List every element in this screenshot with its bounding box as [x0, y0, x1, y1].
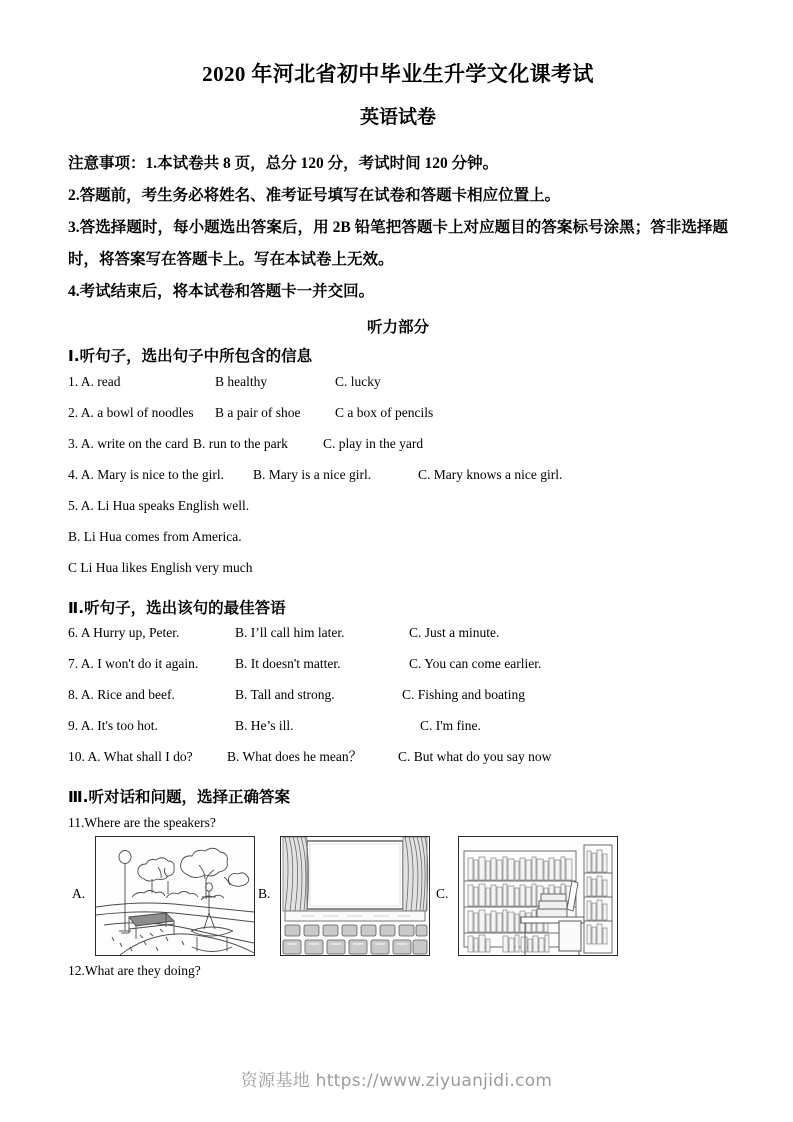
question-6-row	[68, 626, 728, 657]
question-10-option-c: C. But what do you say now	[398, 749, 552, 765]
question-5-option-c: C Li Hua likes English very much	[68, 559, 253, 575]
question-11-prompt: 11.Where are the speakers?	[68, 815, 216, 831]
question-6-option-b: B. I’ll call him later.	[235, 625, 345, 641]
section-three-heading: Ⅲ.听对话和问题，选择正确答案	[68, 788, 291, 807]
question-7-option-c: C. You can come earlier.	[409, 656, 542, 672]
listening-part-title: 听力部分	[366, 317, 429, 336]
notice-line-3: 3.答选择题时，每小题选出答案后，用 2B 铅笔把答题卡上对应题目的答案标号涂黑；答非选择题时，将答案写在答题卡上。写在本试卷上无效。	[68, 218, 728, 268]
picture-option-b-cinema[interactable]	[280, 836, 430, 956]
question-4-option-a: 4. A. Mary is nice to the girl.	[68, 466, 224, 482]
notice-block	[68, 148, 728, 308]
question-3-row	[68, 437, 728, 468]
picture-option-b-label: B.	[258, 885, 271, 901]
picture-option-a-park[interactable]	[95, 836, 255, 956]
site-watermark: 资源基地 https://www.ziyuanjidi.com	[240, 1071, 553, 1091]
notice-line-2: 2.答题前，考生务必将姓名、准考证号填写在试卷和答题卡相应位置上。	[68, 186, 561, 204]
question-6-option-a: 6. A Hurry up, Peter.	[68, 625, 180, 641]
question-10-option-a: 10. A. What shall I do?	[68, 749, 193, 765]
question-5-option-a: 5. A. Li Hua speaks English well.	[68, 497, 250, 513]
section-two-heading: Ⅱ.听句子，选出该句的最佳答语	[68, 598, 286, 617]
notice-line-1: 注意事项：1.本试卷共 8 页，总分 120 分，考试时间 120 分钟。	[68, 154, 499, 172]
page-title: 2020 年河北省初中毕业生升学文化课考试	[202, 62, 594, 86]
question-9-option-c: C. I'm fine.	[420, 718, 481, 734]
page-subtitle: 英语试卷	[359, 107, 436, 129]
question-8-row	[68, 688, 728, 719]
picture-option-c-label: C.	[436, 885, 449, 901]
question-12-prompt: 12.What are they doing?	[68, 962, 201, 978]
question-10-option-b: B. What does he mean？	[227, 749, 363, 765]
question-3-option-c: C. play in the yard	[323, 435, 424, 451]
picture-option-a-label: A.	[72, 885, 86, 901]
question-3-option-a: 3. A. write on the card	[68, 435, 189, 451]
picture-option-c-library[interactable]	[458, 836, 618, 956]
question-2-option-b: B a pair of shoe	[215, 404, 301, 420]
question-2-option-a: 2. A. a bowl of noodles	[68, 404, 194, 420]
question-10-row	[68, 750, 728, 781]
question-7-row	[68, 657, 728, 688]
question-4-option-c: C. Mary knows a nice girl.	[418, 466, 563, 482]
notice-line-4: 4.考试结束后，将本试卷和答题卡一并交回。	[68, 282, 375, 300]
question-7-option-a: 7. A. I won't do it again.	[68, 656, 199, 672]
question-9-option-b: B. He’s ill.	[235, 718, 294, 734]
question-6-option-c: C. Just a minute.	[409, 625, 500, 641]
page-content	[68, 62, 728, 983]
question-1-option-a: 1. A. read	[68, 373, 121, 389]
question-4-option-b: B. Mary is a nice girl.	[253, 466, 372, 482]
question-8-option-a: 8. A. Rice and beef.	[68, 687, 175, 703]
question-8-option-c: C. Fishing and boating	[402, 687, 526, 703]
question-8-option-b: B. Tall and strong.	[235, 687, 335, 703]
question-3-option-b: B. run to the park	[193, 435, 288, 451]
question-2-row	[68, 406, 728, 437]
question-1-option-b: B healthy	[215, 373, 268, 389]
question-4-row	[68, 468, 728, 499]
question-9-option-a: 9. A. It's too hot.	[68, 718, 158, 734]
question-7-option-b: B. It doesn't matter.	[235, 656, 341, 672]
question-1-option-c: C. lucky	[335, 373, 381, 389]
section-one-heading: Ⅰ.听句子，选出句子中所包含的信息	[68, 346, 313, 365]
question-1-row	[68, 375, 728, 406]
question-5-option-b: B. Li Hua comes from America.	[68, 528, 242, 544]
question-11-picture-options	[68, 836, 728, 960]
question-2-option-c: C a box of pencils	[335, 404, 434, 420]
question-9-row	[68, 719, 728, 750]
